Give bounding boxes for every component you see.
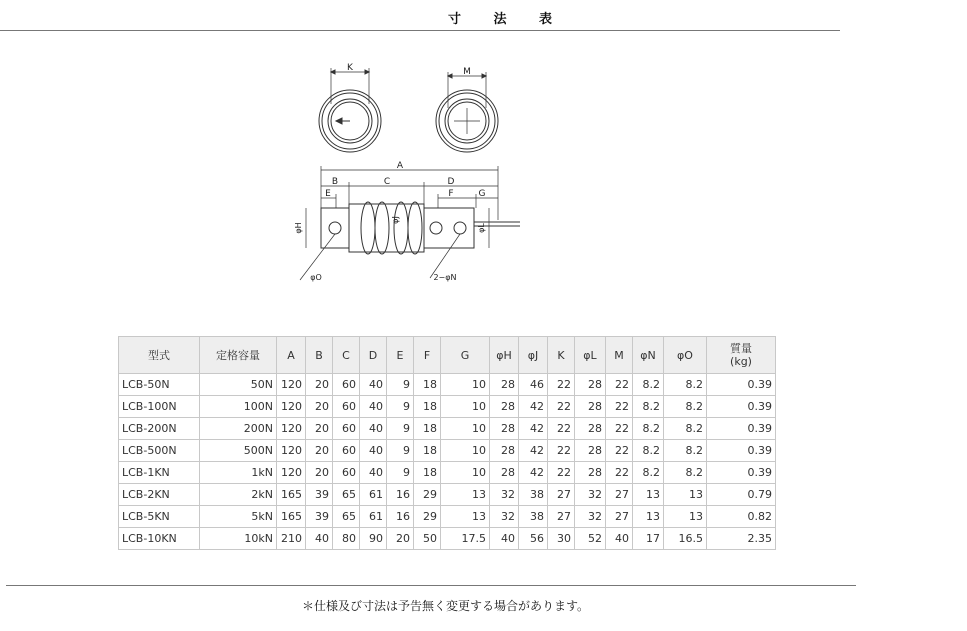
value-cell: 18 bbox=[414, 374, 441, 396]
col-header: E bbox=[387, 337, 414, 374]
value-cell: 8.2 bbox=[633, 374, 664, 396]
value-cell: 8.2 bbox=[664, 462, 707, 484]
col-header: φH bbox=[490, 337, 519, 374]
value-cell: 28 bbox=[490, 462, 519, 484]
value-cell: 29 bbox=[414, 506, 441, 528]
value-cell: 50 bbox=[414, 528, 441, 550]
value-cell: 210 bbox=[277, 528, 306, 550]
model-cell: LCB-500N bbox=[119, 440, 200, 462]
value-cell: 30 bbox=[548, 528, 575, 550]
value-cell: 40 bbox=[306, 528, 333, 550]
model-cell: LCB-1KN bbox=[119, 462, 200, 484]
value-cell: 40 bbox=[360, 418, 387, 440]
value-cell: 8.2 bbox=[633, 440, 664, 462]
value-cell: 40 bbox=[606, 528, 633, 550]
value-cell: 32 bbox=[490, 506, 519, 528]
value-cell: 38 bbox=[519, 484, 548, 506]
value-cell: 10 bbox=[441, 396, 490, 418]
value-cell: 28 bbox=[575, 440, 606, 462]
label-m: M bbox=[463, 67, 471, 77]
table-row bbox=[119, 528, 776, 550]
value-cell: 65 bbox=[333, 484, 360, 506]
value-cell: 9 bbox=[387, 440, 414, 462]
value-cell: 56 bbox=[519, 528, 548, 550]
value-cell: 22 bbox=[548, 440, 575, 462]
value-cell: 22 bbox=[548, 374, 575, 396]
value-cell: 42 bbox=[519, 396, 548, 418]
value-cell: 32 bbox=[575, 484, 606, 506]
value-cell: 32 bbox=[575, 506, 606, 528]
value-cell: 65 bbox=[333, 506, 360, 528]
value-cell: 22 bbox=[606, 440, 633, 462]
value-cell: 13 bbox=[633, 506, 664, 528]
label-c: C bbox=[383, 177, 391, 187]
table-row bbox=[119, 484, 776, 506]
value-cell: 20 bbox=[306, 418, 333, 440]
col-header: φJ bbox=[519, 337, 548, 374]
label-d: D bbox=[447, 177, 455, 187]
table-row bbox=[119, 418, 776, 440]
value-cell: 9 bbox=[387, 418, 414, 440]
value-cell: 39 bbox=[306, 484, 333, 506]
table-row bbox=[119, 506, 776, 528]
value-cell: 165 bbox=[277, 506, 306, 528]
value-cell: 17.5 bbox=[441, 528, 490, 550]
value-cell: 60 bbox=[333, 462, 360, 484]
value-cell: 90 bbox=[360, 528, 387, 550]
value-cell: 27 bbox=[548, 484, 575, 506]
value-cell: 8.2 bbox=[633, 396, 664, 418]
value-cell: 40 bbox=[490, 528, 519, 550]
value-cell: 10 bbox=[441, 418, 490, 440]
label-a: A bbox=[396, 161, 404, 171]
value-cell: 40 bbox=[360, 374, 387, 396]
model-cell: LCB-10KN bbox=[119, 528, 200, 550]
value-cell: 22 bbox=[548, 396, 575, 418]
value-cell: 9 bbox=[387, 396, 414, 418]
value-cell: 28 bbox=[490, 374, 519, 396]
table-row bbox=[119, 374, 776, 396]
value-cell: 27 bbox=[606, 484, 633, 506]
value-cell: 18 bbox=[414, 418, 441, 440]
value-cell: 120 bbox=[277, 462, 306, 484]
value-cell: 120 bbox=[277, 418, 306, 440]
value-cell: 13 bbox=[664, 484, 707, 506]
col-header: φO bbox=[664, 337, 707, 374]
value-cell: 60 bbox=[333, 374, 360, 396]
value-cell: 28 bbox=[575, 396, 606, 418]
col-header: G bbox=[441, 337, 490, 374]
col-header: φL bbox=[575, 337, 606, 374]
value-cell: 20 bbox=[306, 462, 333, 484]
value-cell: 0.39 bbox=[707, 462, 776, 484]
value-cell: 29 bbox=[414, 484, 441, 506]
value-cell: 0.79 bbox=[707, 484, 776, 506]
value-cell: 28 bbox=[490, 418, 519, 440]
value-cell: 10 bbox=[441, 462, 490, 484]
dimension-table bbox=[118, 336, 776, 550]
value-cell: 8.2 bbox=[633, 418, 664, 440]
value-cell: 0.82 bbox=[707, 506, 776, 528]
value-cell: 28 bbox=[490, 440, 519, 462]
value-cell: 22 bbox=[606, 374, 633, 396]
label-g: G bbox=[478, 189, 486, 199]
label-e: E bbox=[325, 189, 331, 199]
value-cell: 40 bbox=[360, 440, 387, 462]
value-cell: 40 bbox=[360, 396, 387, 418]
value-cell: 42 bbox=[519, 462, 548, 484]
value-cell: 61 bbox=[360, 506, 387, 528]
value-cell: 5kN bbox=[200, 506, 277, 528]
value-cell: 8.2 bbox=[664, 396, 707, 418]
value-cell: 22 bbox=[548, 418, 575, 440]
value-cell: 16 bbox=[387, 506, 414, 528]
label-h: φH bbox=[294, 222, 303, 234]
value-cell: 18 bbox=[414, 462, 441, 484]
footnote: ＊仕様及び寸法は予告無く変更する場合があります。 bbox=[302, 599, 590, 613]
value-cell: 120 bbox=[277, 374, 306, 396]
value-cell: 8.2 bbox=[664, 418, 707, 440]
label-f: F bbox=[448, 189, 454, 199]
bottom-divider bbox=[6, 585, 856, 586]
value-cell: 32 bbox=[490, 484, 519, 506]
table-header-row bbox=[119, 337, 776, 374]
value-cell: 500N bbox=[200, 440, 277, 462]
value-cell: 60 bbox=[333, 396, 360, 418]
col-header: C bbox=[333, 337, 360, 374]
value-cell: 18 bbox=[414, 440, 441, 462]
value-cell: 42 bbox=[519, 418, 548, 440]
value-cell: 39 bbox=[306, 506, 333, 528]
value-cell: 61 bbox=[360, 484, 387, 506]
value-cell: 100N bbox=[200, 396, 277, 418]
value-cell: 0.39 bbox=[707, 440, 776, 462]
value-cell: 0.39 bbox=[707, 418, 776, 440]
label-o: φO bbox=[310, 273, 322, 282]
col-header: F bbox=[414, 337, 441, 374]
value-cell: 22 bbox=[606, 396, 633, 418]
end-view-right bbox=[436, 67, 498, 152]
col-header: K bbox=[548, 337, 575, 374]
value-cell: 10 bbox=[441, 374, 490, 396]
table-row bbox=[119, 396, 776, 418]
value-cell: 40 bbox=[360, 462, 387, 484]
value-cell: 20 bbox=[306, 440, 333, 462]
col-header: M bbox=[606, 337, 633, 374]
col-header: B bbox=[306, 337, 333, 374]
label-l: φL bbox=[477, 223, 486, 233]
value-cell: 17 bbox=[633, 528, 664, 550]
side-view bbox=[294, 161, 520, 282]
col-header: φN bbox=[633, 337, 664, 374]
value-cell: 28 bbox=[575, 374, 606, 396]
value-cell: 60 bbox=[333, 418, 360, 440]
value-cell: 38 bbox=[519, 506, 548, 528]
value-cell: 13 bbox=[441, 484, 490, 506]
model-cell: LCB-100N bbox=[119, 396, 200, 418]
value-cell: 46 bbox=[519, 374, 548, 396]
label-j: φJ bbox=[391, 216, 400, 224]
value-cell: 22 bbox=[606, 418, 633, 440]
value-cell: 18 bbox=[414, 396, 441, 418]
value-cell: 0.39 bbox=[707, 396, 776, 418]
value-cell: 10kN bbox=[200, 528, 277, 550]
value-cell: 28 bbox=[575, 418, 606, 440]
dimension-drawing bbox=[290, 58, 530, 290]
title-bar bbox=[0, 4, 840, 31]
col-header: D bbox=[360, 337, 387, 374]
value-cell: 9 bbox=[387, 462, 414, 484]
model-cell: LCB-50N bbox=[119, 374, 200, 396]
value-cell: 50N bbox=[200, 374, 277, 396]
value-cell: 8.2 bbox=[664, 440, 707, 462]
label-n: 2−φN bbox=[433, 273, 457, 282]
col-header: 質量 (kg) bbox=[707, 337, 776, 374]
value-cell: 16.5 bbox=[664, 528, 707, 550]
page-title: 寸 法 表 bbox=[448, 12, 567, 27]
table-row bbox=[119, 462, 776, 484]
value-cell: 8.2 bbox=[633, 462, 664, 484]
value-cell: 13 bbox=[664, 506, 707, 528]
value-cell: 22 bbox=[606, 462, 633, 484]
value-cell: 10 bbox=[441, 440, 490, 462]
value-cell: 52 bbox=[575, 528, 606, 550]
value-cell: 9 bbox=[387, 374, 414, 396]
end-view-left bbox=[319, 63, 381, 152]
value-cell: 27 bbox=[548, 506, 575, 528]
value-cell: 2kN bbox=[200, 484, 277, 506]
value-cell: 13 bbox=[633, 484, 664, 506]
value-cell: 42 bbox=[519, 440, 548, 462]
value-cell: 8.2 bbox=[664, 374, 707, 396]
value-cell: 80 bbox=[333, 528, 360, 550]
model-cell: LCB-200N bbox=[119, 418, 200, 440]
value-cell: 200N bbox=[200, 418, 277, 440]
value-cell: 22 bbox=[548, 462, 575, 484]
value-cell: 1kN bbox=[200, 462, 277, 484]
value-cell: 60 bbox=[333, 440, 360, 462]
value-cell: 20 bbox=[306, 396, 333, 418]
value-cell: 120 bbox=[277, 440, 306, 462]
value-cell: 28 bbox=[575, 462, 606, 484]
value-cell: 13 bbox=[441, 506, 490, 528]
value-cell: 20 bbox=[387, 528, 414, 550]
value-cell: 165 bbox=[277, 484, 306, 506]
value-cell: 16 bbox=[387, 484, 414, 506]
label-b: B bbox=[331, 177, 339, 187]
value-cell: 20 bbox=[306, 374, 333, 396]
col-header: 定格容量 bbox=[200, 337, 277, 374]
value-cell: 28 bbox=[490, 396, 519, 418]
value-cell: 0.39 bbox=[707, 374, 776, 396]
value-cell: 2.35 bbox=[707, 528, 776, 550]
label-k: K bbox=[347, 63, 353, 73]
table-row bbox=[119, 440, 776, 462]
col-header: 型式 bbox=[119, 337, 200, 374]
model-cell: LCB-2KN bbox=[119, 484, 200, 506]
value-cell: 120 bbox=[277, 396, 306, 418]
model-cell: LCB-5KN bbox=[119, 506, 200, 528]
value-cell: 27 bbox=[606, 506, 633, 528]
col-header: A bbox=[277, 337, 306, 374]
